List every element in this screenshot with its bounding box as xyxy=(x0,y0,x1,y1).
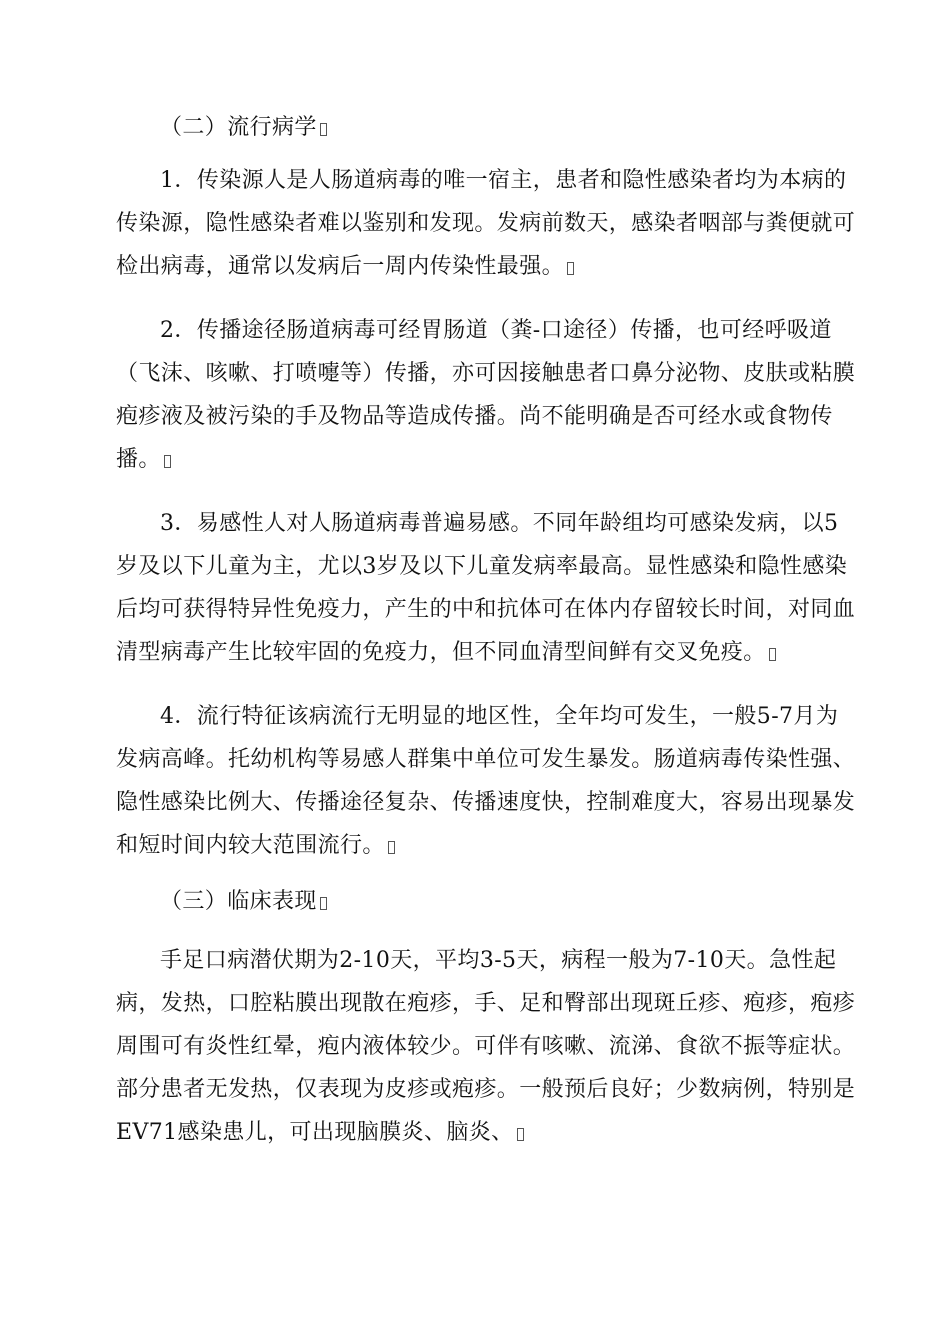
heading-text: （二）流行病学 xyxy=(160,115,317,140)
paragraph-mark-icon xyxy=(567,262,574,275)
paragraph-mark-icon xyxy=(164,455,171,468)
paragraph-text: 手足口病潜伏期为2-10天，平均3-5天，病程一般为7-10天。急性起病，发热，口腔粘膜出现散在疱疹，手、足和臀部出现斑丘疹、疱疹，疱疹周围可有炎性红晕，疱内液体较少。可伴有咳嗽、流涕、食欲不振等症状。部分患者无发热，仅表现为皮疹或疱疹。一般预后良好；少数病例，特别是EV71感染患儿，可出现脑膜炎、脑炎、 xyxy=(116,948,856,1145)
paragraph-infection-source xyxy=(116,159,856,288)
paragraph-susceptibility xyxy=(116,502,856,674)
paragraph-text: 3．易感性人对人肠道病毒普遍易感。不同年龄组均可感染发病，以5岁及以下儿童为主，尤以3岁及以下儿童发病率最高。显性感染和隐性感染后均可获得特异性免疫力，产生的中和抗体可在体内存留较长时间，对同血清型病毒产生比较牢固的免疫力，但不同血清型间鲜有交叉免疫。 xyxy=(116,511,856,665)
heading-text: （三）临床表现 xyxy=(160,889,317,914)
paragraph-mark-icon xyxy=(388,841,395,854)
paragraph-mark-icon xyxy=(517,1128,524,1141)
paragraph-text: 1．传染源人是人肠道病毒的唯一宿主，患者和隐性感染者均为本病的传染源，隐性感染者难以鉴别和发现。发病前数天，感染者咽部与粪便就可检出病毒，通常以发病后一周内传染性最强。 xyxy=(116,168,856,279)
paragraph-text: 4．流行特征该病流行无明显的地区性，全年均可发生，一般5-7月为发病高峰。托幼机构等易感人群集中单位可发生暴发。肠道病毒传染性强、隐性感染比例大、传播途径复杂、传播速度快，控制难度大，容易出现暴发和短时间内较大范围流行。 xyxy=(116,704,856,858)
paragraph-text: 2．传播途径肠道病毒可经胃肠道（粪-口途径）传播，也可经呼吸道（飞沫、咳嗽、打喷嚏等）传播，亦可因接触患者口鼻分泌物、皮肤或粘膜疱疹液及被污染的手及物品等造成传播。尚不能明确是否可经水或食物传播。 xyxy=(116,318,856,472)
paragraph-mark-icon xyxy=(320,897,327,910)
paragraph-clinical-presentation xyxy=(116,939,856,1154)
paragraph-epidemic-features xyxy=(116,695,856,867)
section-heading-clinical xyxy=(160,880,327,923)
section-heading-epidemiology xyxy=(160,106,327,149)
paragraph-mark-icon xyxy=(320,123,327,136)
paragraph-transmission-route xyxy=(116,309,856,481)
paragraph-mark-icon xyxy=(769,648,776,661)
